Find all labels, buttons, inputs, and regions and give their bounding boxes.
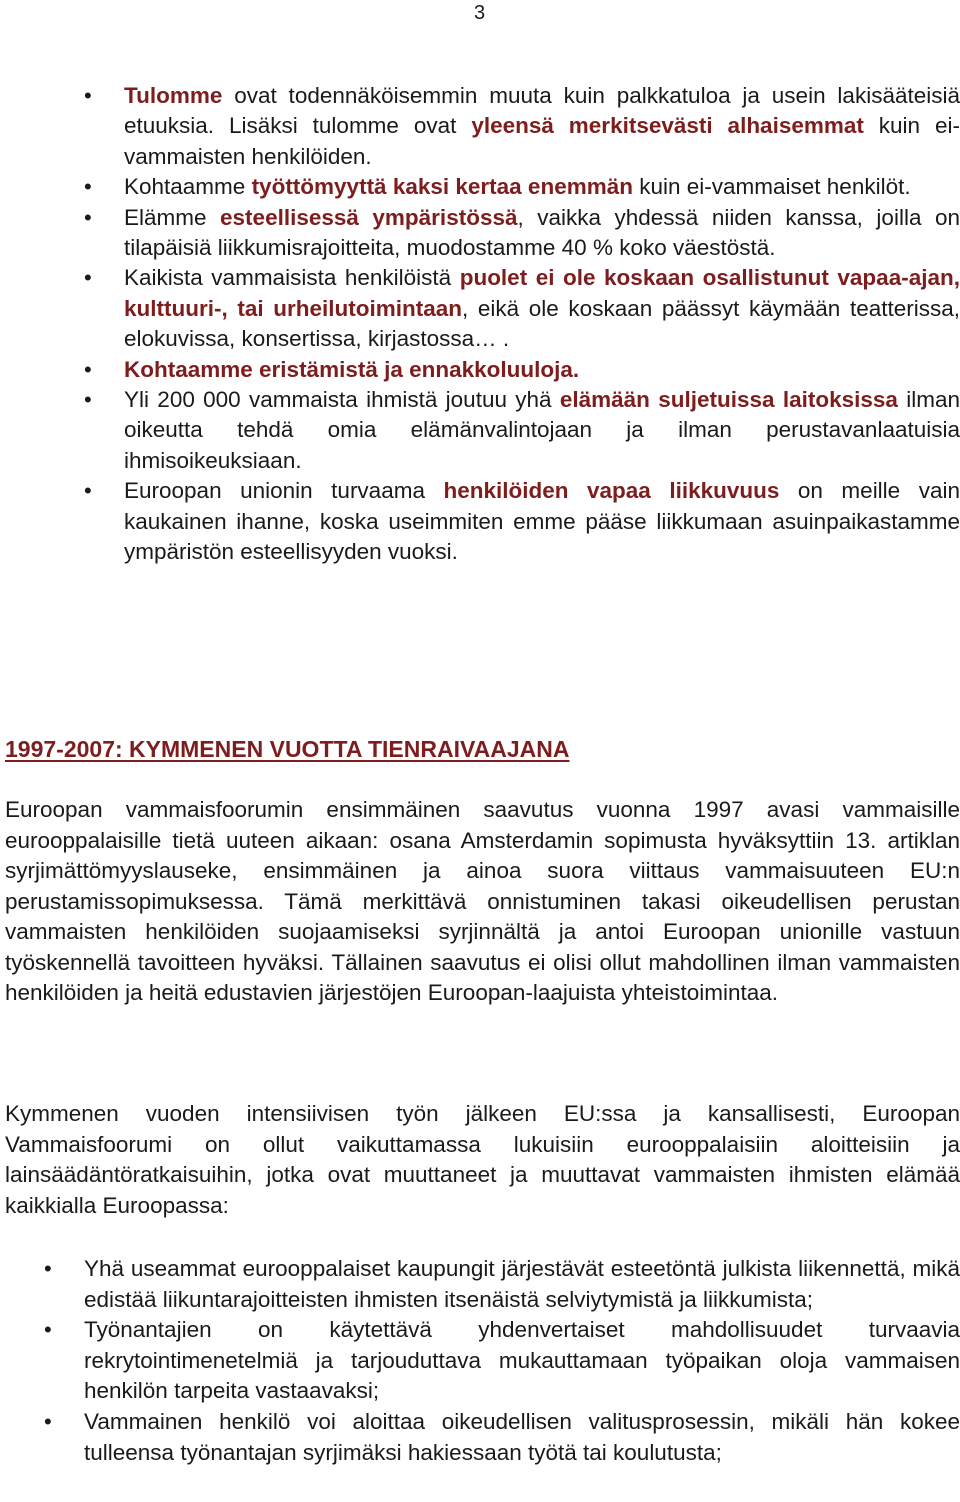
list-item: [84, 203, 960, 264]
bullet-icon: •: [84, 83, 92, 108]
segment: yleensä merkitsevästi alhaisemmat: [471, 113, 864, 139]
list-item: [44, 1407, 960, 1468]
segment: elämään suljetuissa laitoksissa: [559, 387, 898, 413]
list-item: [84, 476, 960, 567]
bullet-icon: •: [84, 265, 92, 291]
bullet-icon: •: [84, 356, 92, 382]
bullet-icon: •: [44, 1256, 52, 1281]
list-item-text: Vammainen henkilö voi aloittaa oikeudellisen valitusprosessin, mikäli hän kokee tulleensa työnantajan syrjimäksi hakiessaan työtä tai koulutusta;: [84, 1408, 960, 1465]
list-item-text: Yhä useammat eurooppalaiset kaupungit järjestävät esteetöntä julkista liikennettä, mikä edistää liikuntarajoitteisten ihmisten itsenäistä selviytymistä ja liikkumista;: [84, 1256, 960, 1312]
segment: työttömyyttä kaksi kertaa enemmän: [251, 174, 633, 200]
segment: Kohtaamme eristämistä ja ennakkoluuloja.: [124, 356, 580, 382]
segment: Euroopan unionin turvaama: [124, 478, 444, 504]
list-item: [84, 81, 960, 172]
segment: , vaikka yhdessä niiden kanssa, joilla on tilapäisiä liikkumisrajoitteita, muodostamme 40 % koko väestöstä.: [124, 204, 960, 261]
segment: Elämme: [124, 204, 221, 230]
bullet-icon: •: [84, 174, 92, 200]
segment: kuin ei-vammaisten henkilöiden.: [124, 113, 960, 169]
segment: , eikä ole koskaan päässyt käymään teatterissa, elokuvissa, konsertissa, kirjastossa… .: [124, 295, 960, 352]
bullet-icon: •: [44, 1317, 52, 1343]
list-item-text: Työnantajien on käytettävä yhdenvertaiset mahdollisuudet turvaavia rekrytointimenetelmiä ja tarjouduttava mukauttamaan työpaikan oloja vammaisen henkilön tarpeita vastaavaksi;: [84, 1317, 960, 1404]
achievement-bullet-list: [44, 1254, 960, 1468]
bullet-icon: •: [84, 478, 92, 504]
bullet-icon: •: [84, 387, 92, 413]
segment: Yli 200 000 vammaista ihmistä joutuu yhä: [124, 387, 560, 413]
bullet-icon: •: [44, 1408, 52, 1434]
segment: Tulomme: [124, 83, 223, 108]
segment: puolet ei ole koskaan osallistunut vapaa-ajan, kulttuuri-, tai urheilutoimintaan: [124, 265, 960, 321]
segment: esteellisessä ympäristössä: [220, 204, 518, 230]
segment: ovat todennäköisemmin muuta kuin palkkatuloa ja usein lakisääteisiä etuuksia. Lisäksi tulomme ovat: [124, 83, 960, 139]
section-heading: 1997-2007: KYMMENEN VUOTTA TIENRAIVAAJANA: [5, 736, 570, 762]
segment: Kaikista vammaisista henkilöistä: [124, 265, 460, 291]
segment: kuin ei-vammaiset henkilöt.: [632, 174, 911, 200]
list-item: [84, 263, 960, 354]
segment: Kohtaamme: [124, 174, 252, 200]
list-item: [84, 355, 960, 385]
segment: on meille vain kaukainen ihanne, koska useimmiten emme pääse liikkumaan asuinpaikastamme ympäristön esteellisyyden vuoksi.: [124, 478, 960, 565]
paragraph-achievements-intro: Kymmenen vuoden intensiivisen työn jälkeen EU:ssa ja kansallisesti, Euroopan Vammaisfoorumi on ollut vaikuttamassa lukuisiin eurooppalaisiin aloitteisiin ja lainsäädäntöratkaisuihin, jotka ovat muuttaneet ja muuttavat vammaisten ihmisten elämää kaikkialla Euroopassa:: [5, 1101, 960, 1218]
segment: ilman oikeutta tehdä omia elämänvalintojaan ja ilman perustavanlaatuisia ihmisoikeuksiaan.: [124, 387, 960, 473]
segment: henkilöiden vapaa liikkuvuus: [443, 478, 780, 504]
paragraph-history: Euroopan vammaisfoorumin ensimmäinen saavutus vuonna 1997 avasi vammaisille eurooppalaisille tietä uuteen aikaan: osana Amsterdamin sopimusta hyväksyttiin 13. artiklan syrjimättömyyslauseke, ensimmäinen ja ainoa suora viittaus vammaisuuteen EU:n perustamissopimuksessa. Tämä merkittävä onnistuminen takasi oikeudellisen perustan vammaisten henkilöiden suojaamiseksi syrjinnältä ja antoi Euroopan unionille vastuun työskennellä tavoitteen hyväksi. Tällainen saavutus ei olisi ollut mahdollinen ilman vammaisten henkilöiden ja heitä edustavien järjestöjen Euroopan-laajuista yhteistoimintaa.: [5, 797, 960, 1005]
list-item: [84, 172, 960, 202]
page-number: 3: [474, 2, 486, 24]
list-item: [44, 1315, 960, 1407]
list-item: [84, 385, 960, 476]
issue-bullet-list: [84, 81, 960, 568]
bullet-icon: •: [84, 204, 92, 230]
list-item: [44, 1254, 960, 1315]
